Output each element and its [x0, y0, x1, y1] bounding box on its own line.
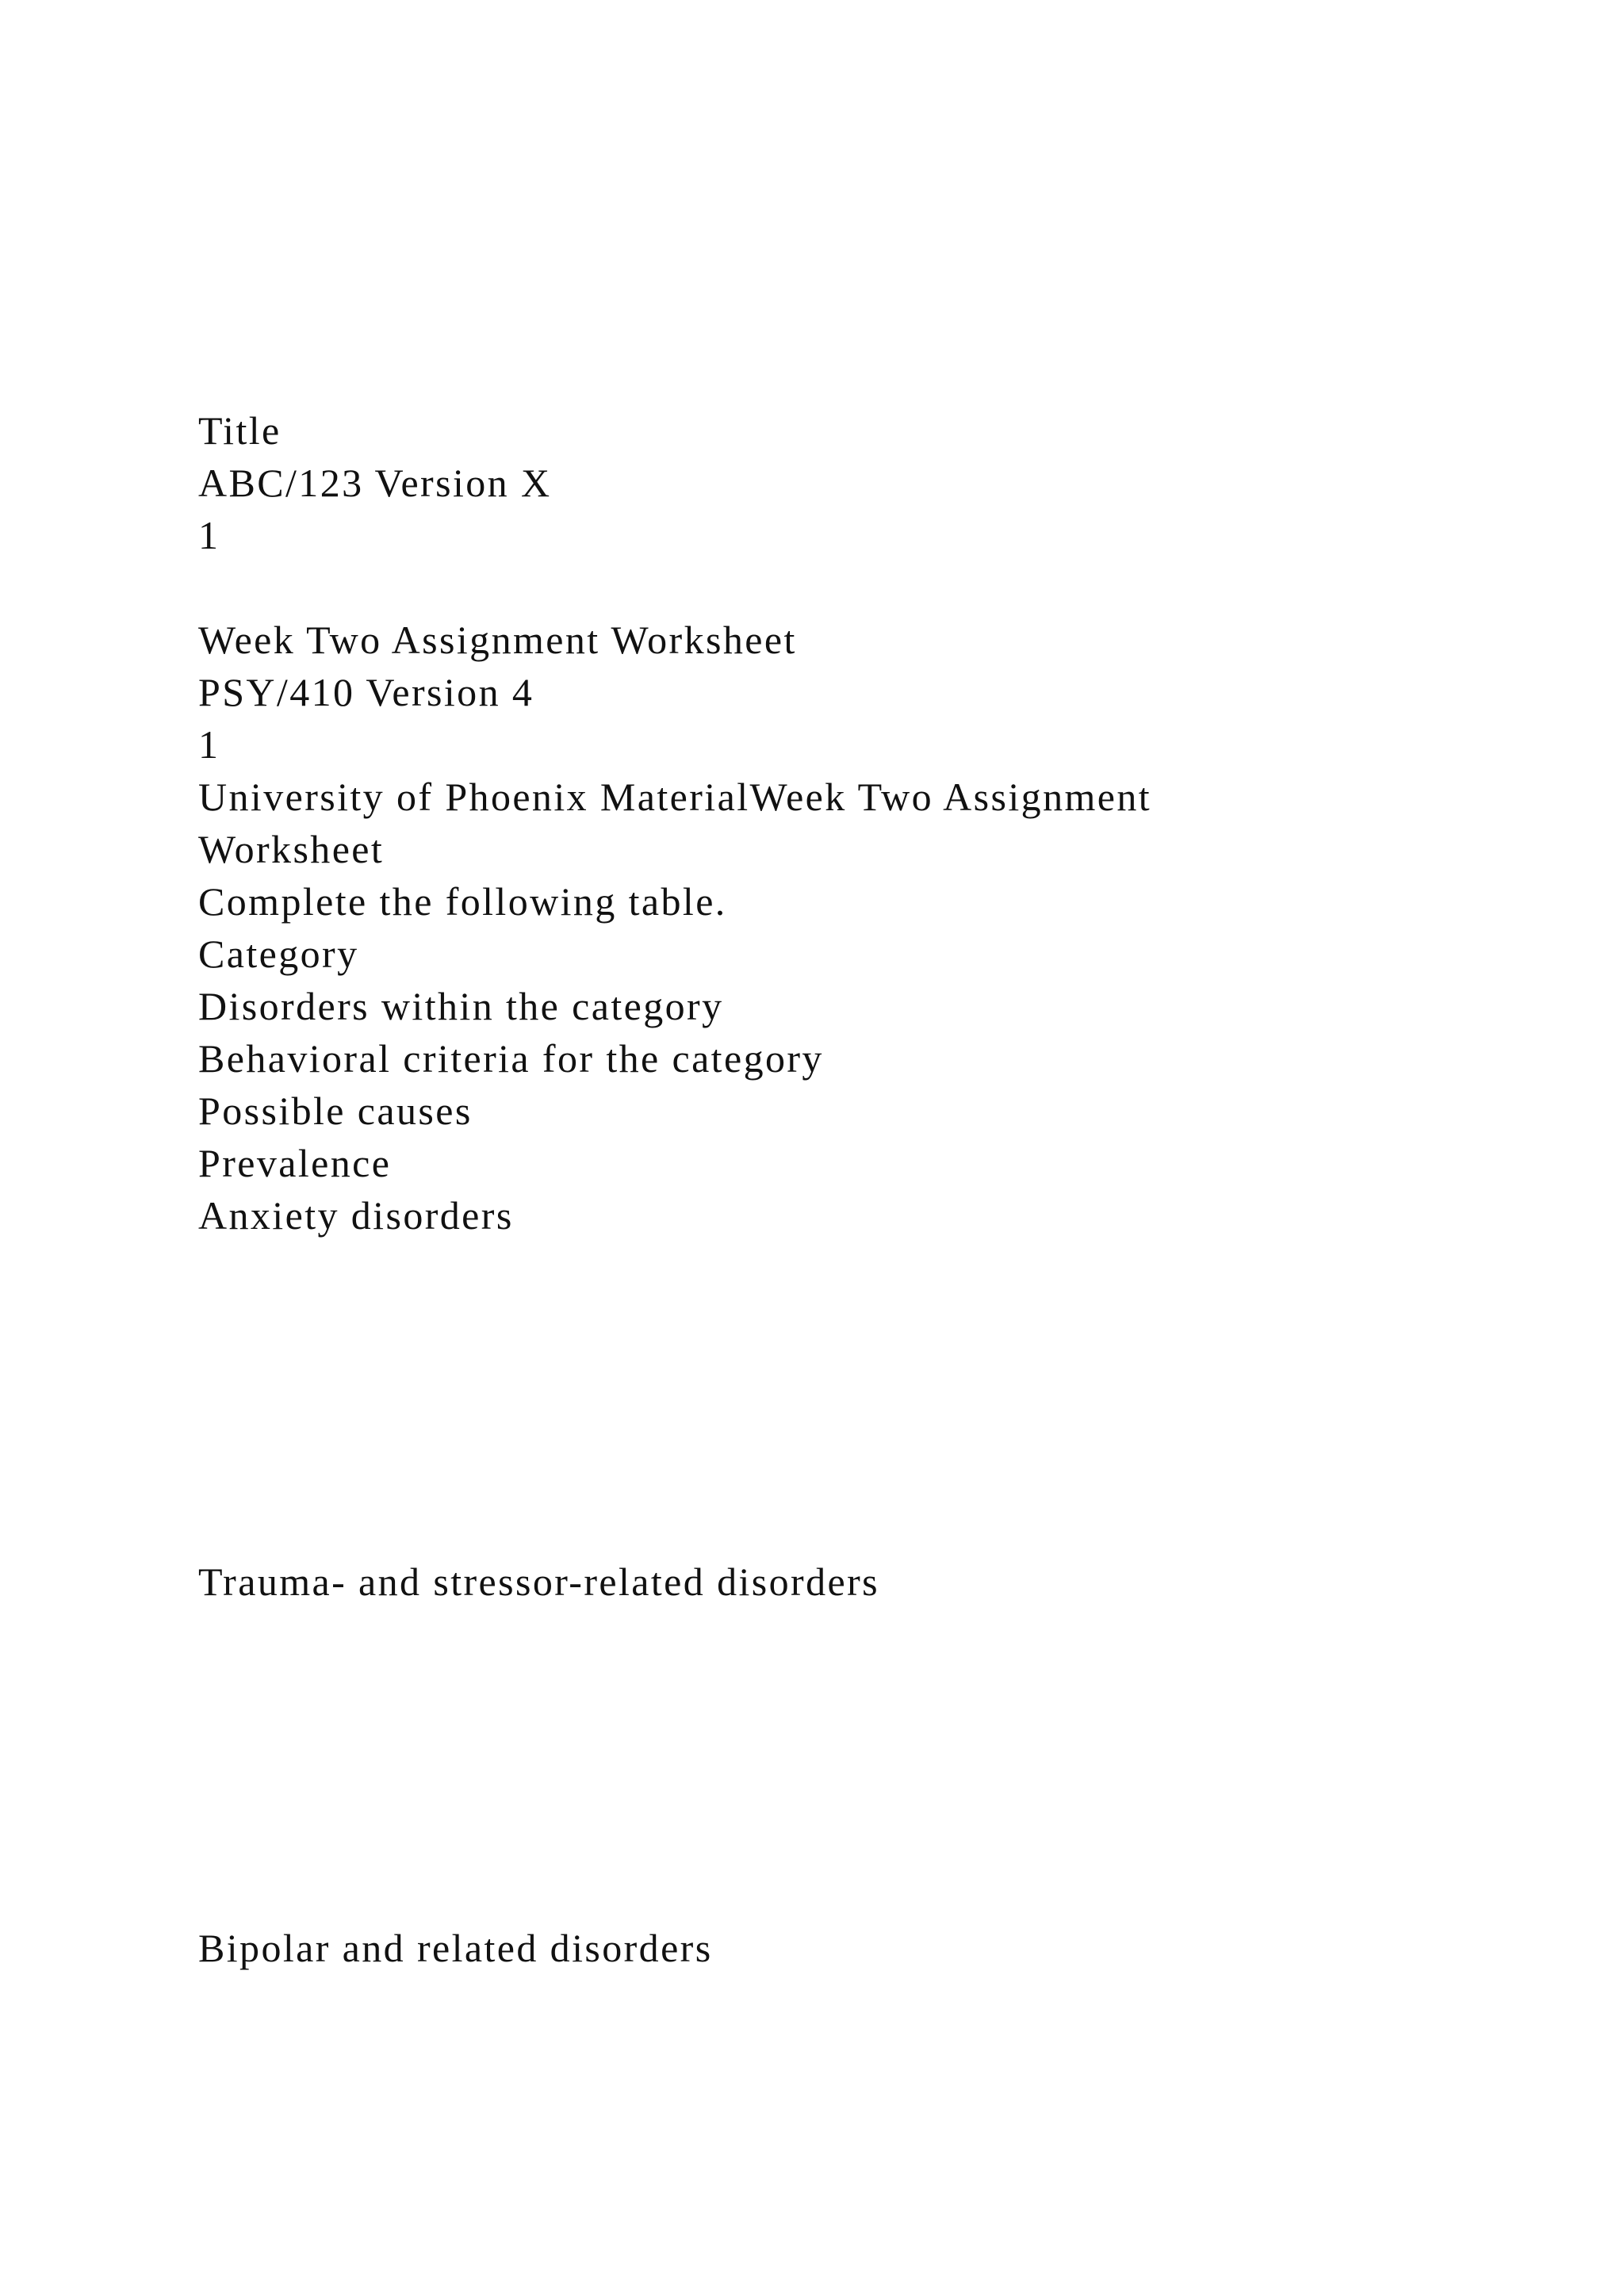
course-version: PSY/410 Version 4: [198, 670, 534, 714]
table-header-behavioral-criteria: Behavioral criteria for the category: [198, 1036, 824, 1081]
table-row-trauma-stressor-disorders: Trauma- and stressor-related disorders: [198, 1559, 879, 1604]
intro-line: University of Phoenix MaterialWeek Two Assignment: [198, 775, 1152, 819]
table-header-prevalence: Prevalence: [198, 1141, 392, 1185]
header-title: Title: [198, 408, 282, 453]
instruction-text: Complete the following table.: [198, 879, 727, 924]
table-header-disorders: Disorders within the category: [198, 984, 724, 1028]
page-number: 1: [198, 722, 220, 767]
worksheet-heading: Week Two Assignment Worksheet: [198, 618, 797, 662]
table-row-bipolar-disorders: Bipolar and related disorders: [198, 1926, 713, 1970]
table-header-category: Category: [198, 932, 359, 976]
header-page-number: 1: [198, 513, 220, 557]
table-row-anxiety-disorders: Anxiety disorders: [198, 1193, 514, 1238]
intro-line-continued: Worksheet: [198, 827, 385, 871]
table-header-possible-causes: Possible causes: [198, 1089, 473, 1133]
header-course-version: ABC/123 Version X: [198, 461, 552, 505]
